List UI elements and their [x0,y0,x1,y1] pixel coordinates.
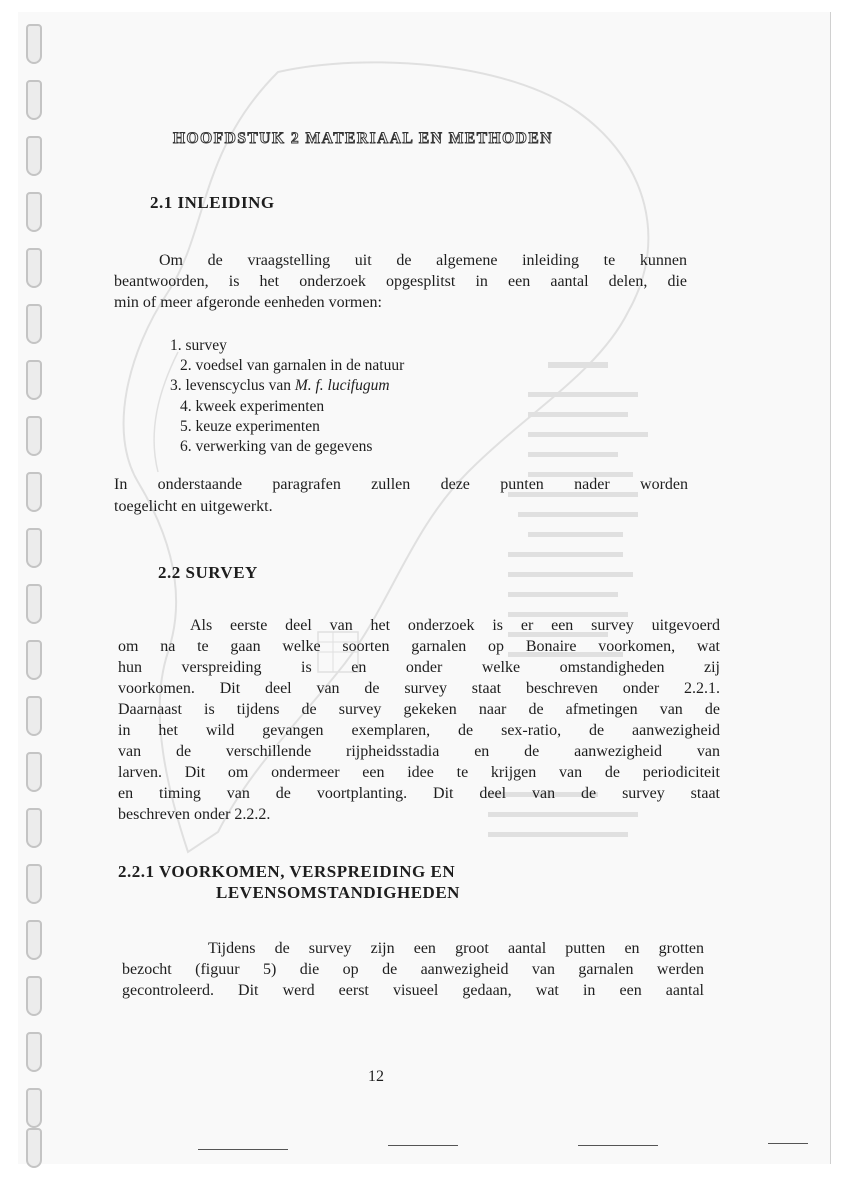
paragraph-line: larven. Dit om ondermeer een idee te krijgen van de periodiciteit [118,764,720,781]
binding-ring [26,192,42,232]
divider [198,1149,288,1150]
binding-ring [26,696,42,736]
paragraph-line: Als eerste deel van het onderzoek is er een survey uitgevoerd [190,617,720,634]
paragraph-line: beschreven onder 2.2.2. [118,806,271,823]
binding-ring [26,416,42,456]
paragraph-line: toegelicht en uitgewerkt. [114,498,273,515]
paragraph-line: van de verschillende rijpheidsstadia en de aanwezigheid van [118,743,720,760]
binding-ring [26,528,42,568]
binding-ring [26,304,42,344]
list-item: 6. verwerking van de gegevens [180,438,373,455]
binding-ring [26,80,42,120]
binding-ring [26,472,42,512]
binding-ring [26,1088,42,1128]
binding-ring [26,136,42,176]
paragraph-line: beantwoorden, is het onderzoek opgesplitst in een aantal delen, die [114,273,687,290]
binding-ring [26,752,42,792]
divider [578,1145,658,1146]
chapter-title: HOOFDSTUK 2 MATERIAAL EN METHODEN [173,130,553,147]
binding-ring [26,1032,42,1072]
paragraph-line: hun verspreiding is en onder welke omstandigheden zij [118,659,720,676]
list-item: 1. survey [170,337,227,354]
page-number: 12 [368,1068,384,1085]
document-page [18,12,831,1164]
divider [768,1143,808,1144]
binding-ring [26,864,42,904]
paragraph-line: bezocht (figuur 5) die op de aanwezigheid van garnalen werden [122,961,704,978]
paragraph-line: Tijdens de survey zijn een groot aantal putten en grotten [208,940,704,957]
subsection-heading-line2: LEVENSOMSTANDIGHEDEN [216,883,460,902]
list-item: 4. kweek experimenten [180,398,325,415]
binding-ring [26,1128,42,1168]
divider [388,1145,458,1146]
section-heading-survey: 2.2 SURVEY [158,563,258,582]
binding-ring [26,808,42,848]
paragraph-line: min of meer afgeronde eenheden vormen: [114,294,382,311]
binding-ring [26,976,42,1016]
section-heading-inleiding: 2.1 INLEIDING [150,193,275,212]
paragraph-line: In onderstaande paragrafen zullen deze punten nader worden [114,476,688,493]
subsection-heading: 2.2.1 VOORKOMEN, VERSPREIDING EN [118,862,456,881]
binding-ring [26,920,42,960]
paragraph-line: gecontroleerd. Dit werd eerst visueel gedaan, wat in een aantal [122,982,704,999]
spiral-binding [20,18,46,1168]
binding-ring [26,584,42,624]
paragraph-line: om na te gaan welke soorten garnalen op Bonaire voorkomen, wat [118,638,720,655]
paragraph-line: en timing van de voortplanting. Dit deel van de survey staat [118,785,720,802]
list-item: 5. keuze experimenten [180,418,320,435]
binding-ring [26,360,42,400]
list-item: 2. voedsel van garnalen in de natuur [180,357,405,374]
binding-ring [26,24,42,64]
paragraph-line: in het wild gevangen exemplaren, de sex-ratio, de aanwezigheid [118,722,720,739]
list-item: 3. levenscyclus van M. f. lucifugum [170,377,390,394]
paragraph-line: voorkomen. Dit deel van de survey staat beschreven onder 2.2.1. [118,680,720,697]
species-name: M. f. lucifugum [294,377,390,394]
paragraph-line: Om de vraagstelling uit de algemene inleiding te kunnen [159,252,687,269]
paragraph-line: Daarnaast is tijdens de survey gekeken naar de afmetingen van de [118,701,720,718]
binding-ring [26,640,42,680]
binding-ring [26,248,42,288]
